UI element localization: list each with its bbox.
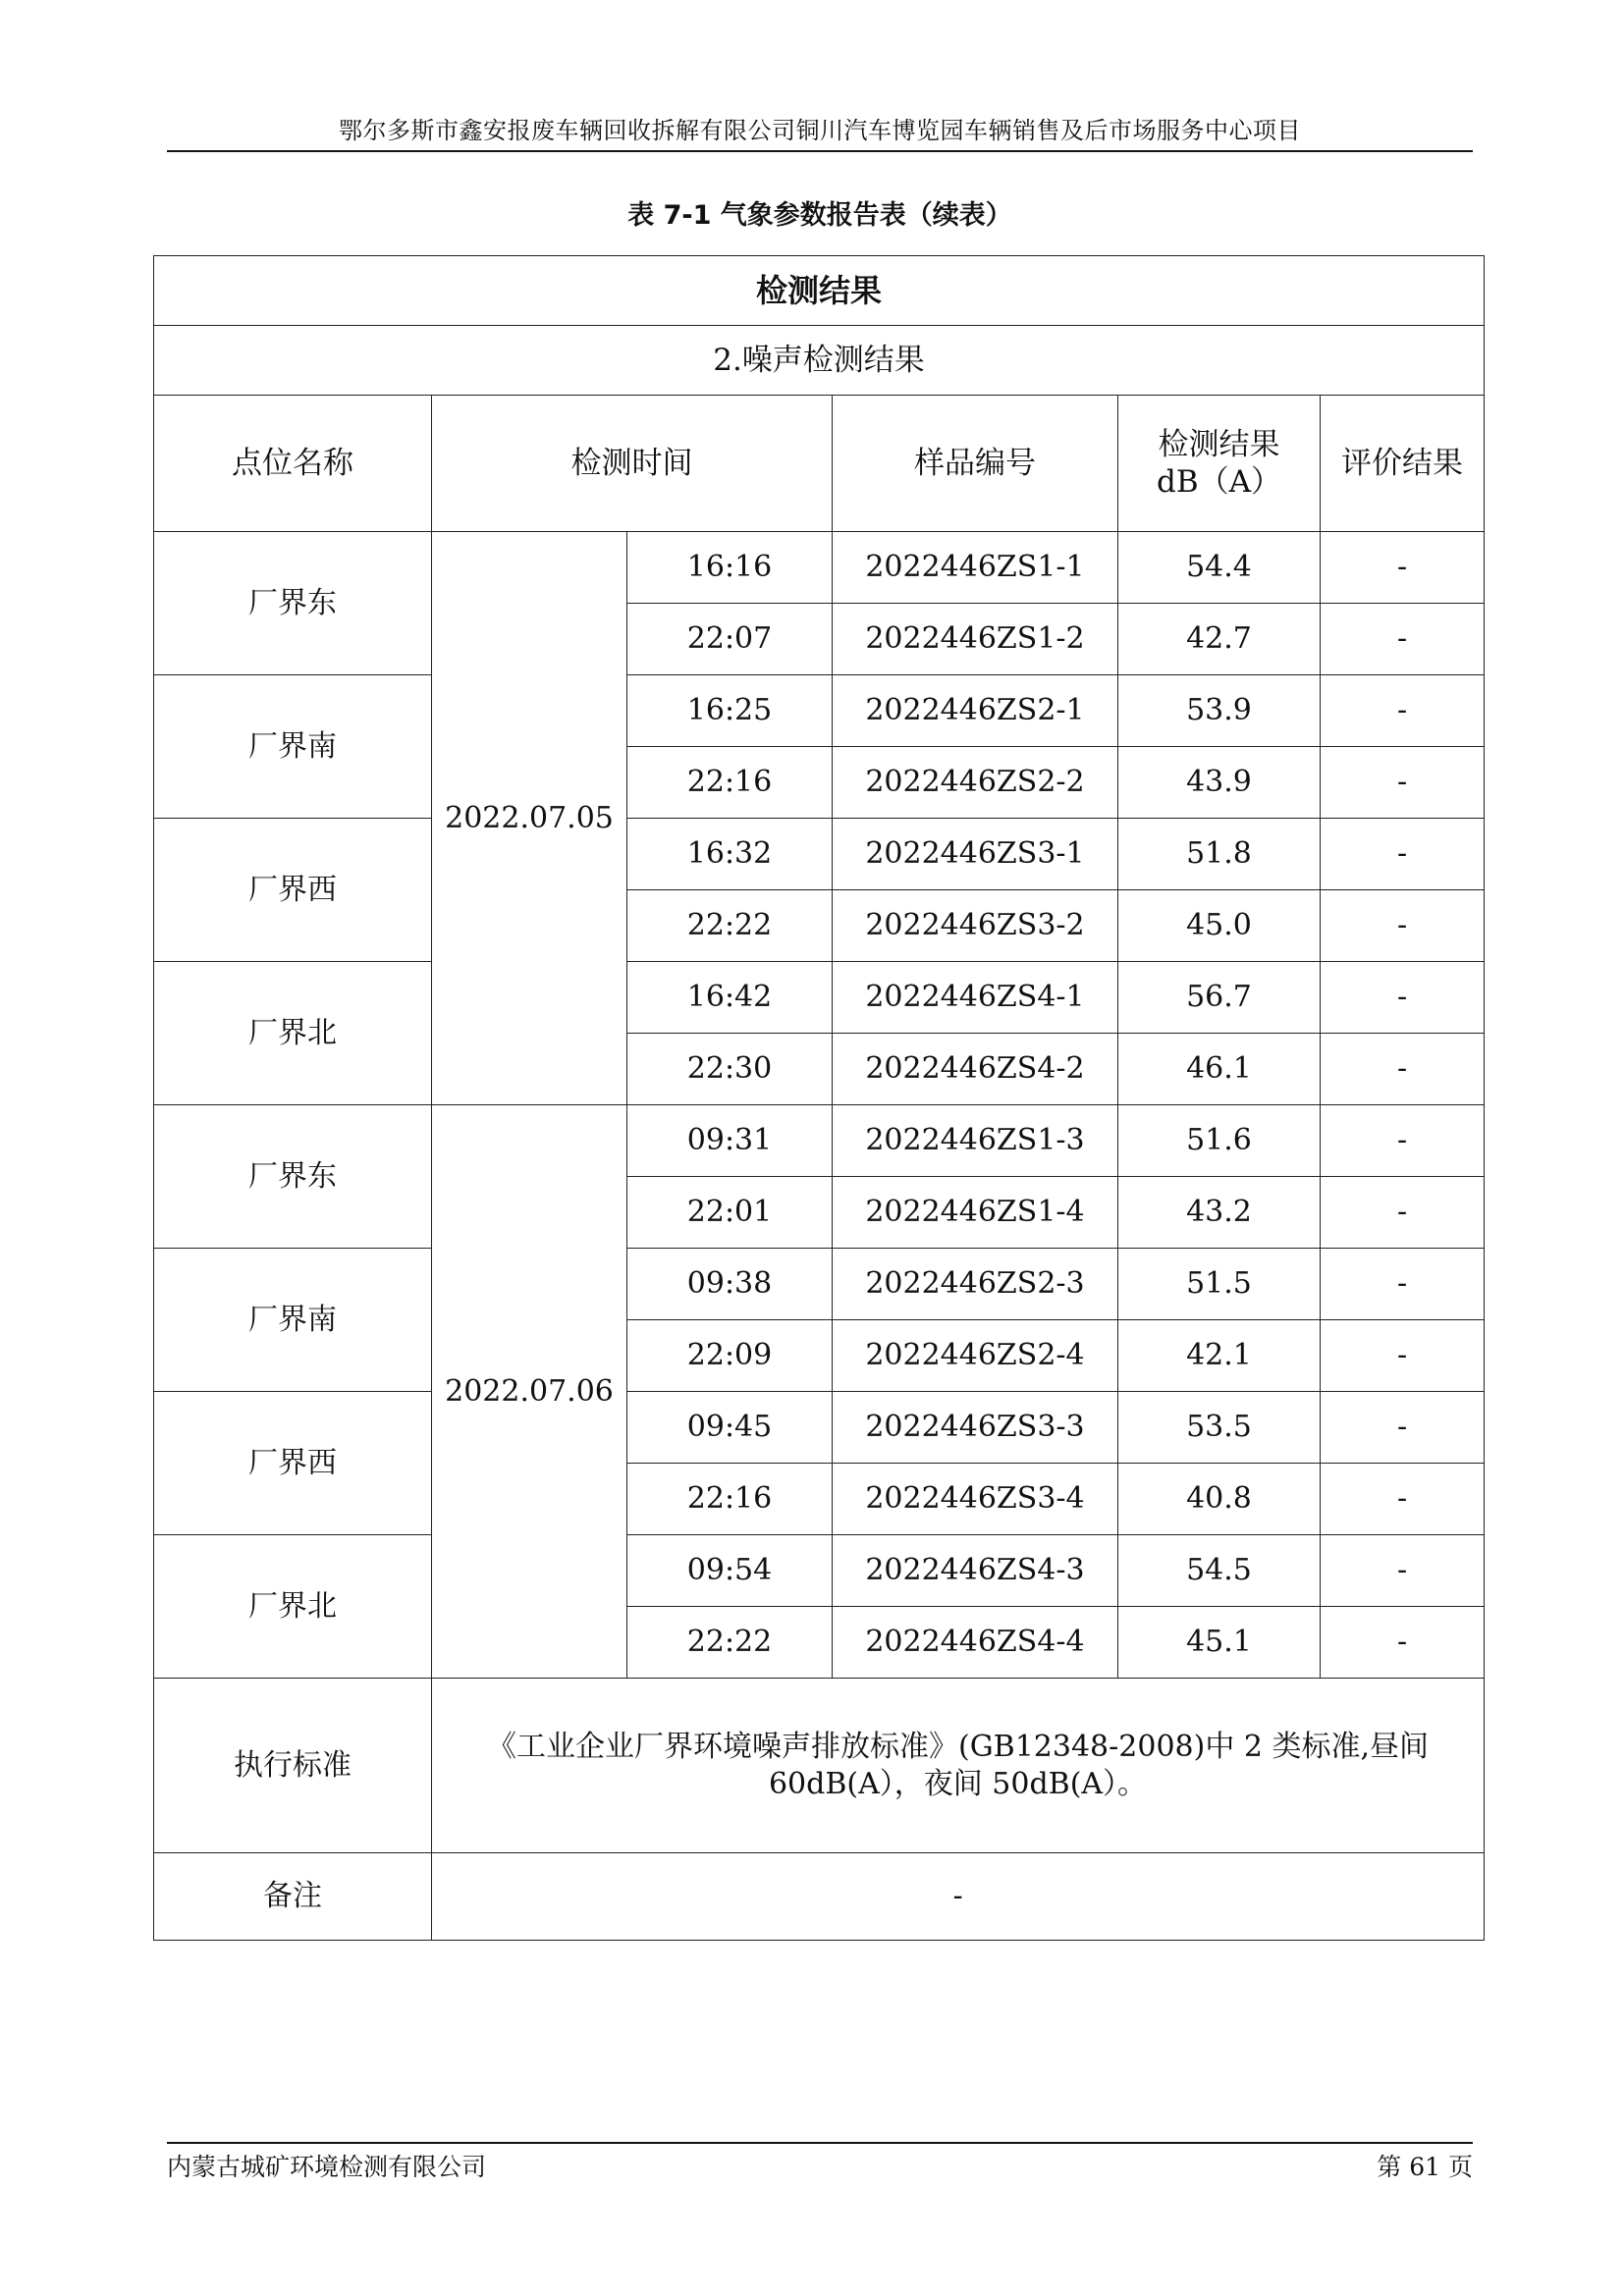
sample-id-cell: 2022446ZS4-2: [833, 1034, 1118, 1105]
time-cell: 09:54: [627, 1535, 833, 1607]
result-value-cell: 46.1: [1118, 1034, 1321, 1105]
location-cell: 厂界东: [154, 1105, 432, 1249]
table-row: [154, 1249, 1485, 1320]
result-value-cell: 51.5: [1118, 1249, 1321, 1320]
result-value-cell: 43.9: [1118, 747, 1321, 819]
standard-row: [154, 1679, 1485, 1853]
sample-id-cell: 2022446ZS3-2: [833, 890, 1118, 962]
time-cell: 09:38: [627, 1249, 833, 1320]
header-evaluation: 评价结果: [1321, 396, 1485, 532]
result-value-cell: 43.2: [1118, 1177, 1321, 1249]
sample-id-cell: 2022446ZS2-2: [833, 747, 1118, 819]
note-value: -: [432, 1853, 1485, 1941]
table-row: [154, 532, 1485, 604]
evaluation-cell: -: [1321, 890, 1485, 962]
header-location: 点位名称: [154, 396, 432, 532]
time-cell: 16:25: [627, 675, 833, 747]
evaluation-cell: -: [1321, 747, 1485, 819]
sample-id-cell: 2022446ZS1-1: [833, 532, 1118, 604]
date-cell: 2022.07.06: [432, 1105, 627, 1679]
table-row: [154, 819, 1485, 890]
result-value-cell: 42.7: [1118, 604, 1321, 675]
evaluation-cell: -: [1321, 1392, 1485, 1464]
evaluation-cell: -: [1321, 532, 1485, 604]
sample-id-cell: 2022446ZS1-2: [833, 604, 1118, 675]
evaluation-cell: -: [1321, 1607, 1485, 1679]
subsection-title-row: [154, 326, 1485, 396]
note-label: 备注: [154, 1853, 432, 1941]
evaluation-cell: -: [1321, 1464, 1485, 1535]
sample-id-cell: 2022446ZS1-4: [833, 1177, 1118, 1249]
table-row: [154, 1105, 1485, 1177]
evaluation-cell: -: [1321, 1535, 1485, 1607]
standard-text: [432, 1679, 1485, 1853]
location-cell: 厂界西: [154, 819, 432, 962]
evaluation-cell: -: [1321, 1320, 1485, 1392]
table-row: [154, 1535, 1485, 1607]
evaluation-cell: -: [1321, 604, 1485, 675]
evaluation-cell: -: [1321, 1105, 1485, 1177]
sample-id-cell: 2022446ZS4-3: [833, 1535, 1118, 1607]
result-value-cell: 40.8: [1118, 1464, 1321, 1535]
time-cell: 22:09: [627, 1320, 833, 1392]
time-cell: 22:16: [627, 747, 833, 819]
header-sample-id: 样品编号: [833, 396, 1118, 532]
sample-id-cell: 2022446ZS4-4: [833, 1607, 1118, 1679]
time-cell: 09:45: [627, 1392, 833, 1464]
evaluation-cell: -: [1321, 1177, 1485, 1249]
location-cell: 厂界北: [154, 1535, 432, 1679]
result-value-cell: 51.8: [1118, 819, 1321, 890]
sample-id-cell: 2022446ZS3-4: [833, 1464, 1118, 1535]
evaluation-cell: -: [1321, 819, 1485, 890]
location-cell: 厂界东: [154, 532, 432, 675]
result-value-cell: 51.6: [1118, 1105, 1321, 1177]
noise-results-table: [153, 255, 1485, 1941]
table-caption: 表 7-1 气象参数报告表（续表）: [627, 200, 1012, 231]
sample-id-cell: 2022446ZS2-3: [833, 1249, 1118, 1320]
header-time: 检测时间: [432, 396, 833, 532]
time-cell: 09:31: [627, 1105, 833, 1177]
footer-page-number: 第 61 页: [1377, 2153, 1473, 2181]
column-header-row: [154, 396, 1485, 532]
time-cell: 16:16: [627, 532, 833, 604]
result-value-cell: 53.9: [1118, 675, 1321, 747]
sample-id-cell: 2022446ZS1-3: [833, 1105, 1118, 1177]
location-cell: 厂界南: [154, 675, 432, 819]
evaluation-cell: -: [1321, 1249, 1485, 1320]
result-value-cell: 42.1: [1118, 1320, 1321, 1392]
standard-label: 执行标准: [154, 1679, 432, 1853]
time-cell: 22:07: [627, 604, 833, 675]
sample-id-cell: 2022446ZS3-1: [833, 819, 1118, 890]
result-value-cell: 54.5: [1118, 1535, 1321, 1607]
footer-divider: [167, 2142, 1473, 2144]
location-cell: 厂界西: [154, 1392, 432, 1535]
sample-id-cell: 2022446ZS4-1: [833, 962, 1118, 1034]
table-row: [154, 675, 1485, 747]
result-value-cell: 56.7: [1118, 962, 1321, 1034]
footer-company: 内蒙古城矿环境检测有限公司: [167, 2153, 487, 2181]
table-row: [154, 1392, 1485, 1464]
note-row: [154, 1853, 1485, 1941]
header-result-line1: 检测结果: [1158, 427, 1280, 462]
section-title: 检测结果: [154, 256, 1485, 326]
result-value-cell: 45.1: [1118, 1607, 1321, 1679]
result-value-cell: 45.0: [1118, 890, 1321, 962]
sample-id-cell: 2022446ZS2-4: [833, 1320, 1118, 1392]
location-cell: 厂界南: [154, 1249, 432, 1392]
header-divider: [167, 150, 1473, 152]
time-cell: 22:30: [627, 1034, 833, 1105]
subsection-title: 2.噪声检测结果: [154, 326, 1485, 396]
evaluation-cell: -: [1321, 962, 1485, 1034]
date-cell: 2022.07.05: [432, 532, 627, 1105]
document-header-title: 鄂尔多斯市鑫安报废车辆回收拆解有限公司铜川汽车博览园车辆销售及后市场服务中心项目: [339, 117, 1301, 144]
result-value-cell: 54.4: [1118, 532, 1321, 604]
table-row: [154, 962, 1485, 1034]
header-result-unit: dB（A）: [1156, 464, 1281, 500]
time-cell: 16:32: [627, 819, 833, 890]
evaluation-cell: -: [1321, 675, 1485, 747]
time-cell: 22:22: [627, 890, 833, 962]
header-result: [1118, 396, 1321, 532]
time-cell: 22:22: [627, 1607, 833, 1679]
evaluation-cell: -: [1321, 1034, 1485, 1105]
sample-id-cell: 2022446ZS2-1: [833, 675, 1118, 747]
time-cell: 22:01: [627, 1177, 833, 1249]
standard-text-line2: 60dB(A），夜间 50dB(A）。: [768, 1766, 1148, 1801]
location-cell: 厂界北: [154, 962, 432, 1105]
section-title-row: [154, 256, 1485, 326]
sample-id-cell: 2022446ZS3-3: [833, 1392, 1118, 1464]
time-cell: 22:16: [627, 1464, 833, 1535]
standard-text-line1: 《工业企业厂界环境噪声排放标准》(GB12348-2008)中 2 类标准,昼间: [486, 1729, 1430, 1764]
result-value-cell: 53.5: [1118, 1392, 1321, 1464]
time-cell: 16:42: [627, 962, 833, 1034]
